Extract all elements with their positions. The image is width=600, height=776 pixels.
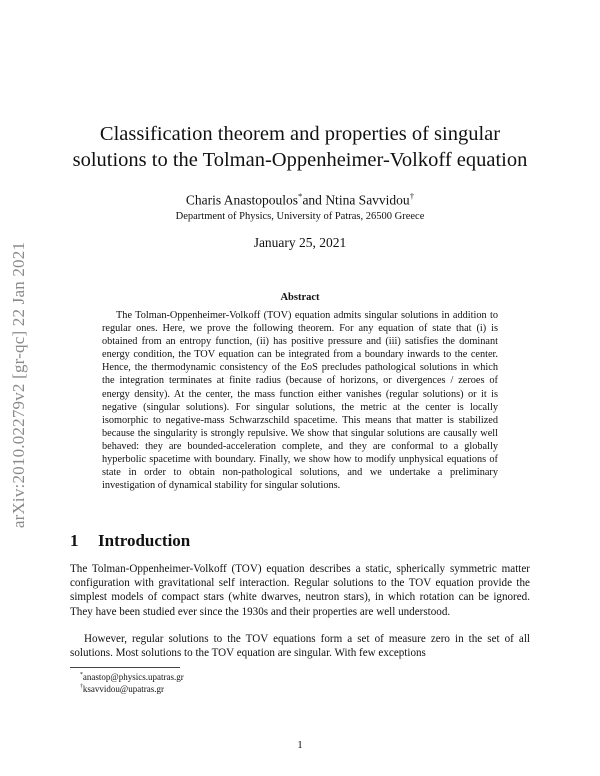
section-number: 1 <box>70 531 79 550</box>
arxiv-sidebar-stamp <box>4 210 34 560</box>
footnote-2-email: ksavvidou@upatras.gr <box>82 684 164 694</box>
footnote-1-mark: * <box>80 672 83 678</box>
title-line-2: solutions to the Tolman-Oppenheimer-Volkoff equation <box>72 149 528 171</box>
arxiv-identifier: arXiv:2010.02279v2 [gr-qc] 22 Jan 2021 <box>9 241 28 529</box>
author-2: Ntina Savvidou <box>325 192 410 208</box>
page-number: 1 <box>297 739 303 751</box>
paper-title <box>60 121 540 173</box>
footnote-rule <box>70 667 180 668</box>
footnote-1-email: anastop@physics.upatras.gr <box>82 672 184 682</box>
title-line-1: Classification theorem and properties of singular <box>99 123 501 145</box>
affiliation: Department of Physics, University of Patras, 26500 Greece <box>175 211 425 222</box>
author-2-mark: † <box>409 191 415 201</box>
authors <box>60 191 540 209</box>
abstract-text: The Tolman-Oppenheimer-Volkoff (TOV) equation admits singular solutions in addition to regular ones. Here, we prove the following theorem. For any equation of state that (i) is obtained from an entropy function, (ii) has positive pressure and (iii) satisfies the dominant energy condition, the TOV equation can be integrated from a boundary inwards to the center. Hence, the thermodynamic consistency of the EoS precludes pathological solutions in which the integration terminates at finite radius (because of horizons, or divergences / zeroes of energy density). At the center, the mass function either vanishes (regular solutions) or it is negative (singular solutions). For singular solutions, the metric at the center is locally isomorphic to negative-mass Schwarzschild spacetime. This means that matter is stabilized because the singularity is strongly repulsive. We show that singular solutions are causally well behaved: they are bounded-acceleration complete, and they are conformal to a globally hyperbolic spacetime with boundary. Finally, we show how to modify unphysical equations of state in order to obtain non-pathological solutions, and we undertake a preliminary investigation of dynamical stability for singular solutions. <box>102 310 498 492</box>
author-1: Charis Anastopoulos <box>185 192 299 208</box>
body-paragraph-2: However, regular solutions to the TOV equations form a set of measure zero in the set of all solutions. Most solutions to the TOV equation are singular. With few exceptions <box>70 633 530 660</box>
author-separator: and <box>302 192 326 208</box>
paper-date: January 25, 2021 <box>253 235 347 250</box>
section-title: Introduction <box>98 531 191 550</box>
footnote-1 <box>80 672 184 682</box>
footnote-2-mark: † <box>80 684 83 690</box>
author-1-mark: * <box>298 191 303 201</box>
footnote-2 <box>80 684 164 694</box>
abstract-heading: Abstract <box>280 292 320 303</box>
section-heading <box>70 531 190 551</box>
body-paragraph-1: The Tolman-Oppenheimer-Volkoff (TOV) equation describes a static, spherically symmetric matter configuration with gravitational self interaction. Regular solutions to the TOV equation provide the simplest models of compact stars (white dwarves, neutron stars), in which rotation can be ignored. They have been studied ever since the 1930s and their properties are well understood. <box>70 563 530 618</box>
